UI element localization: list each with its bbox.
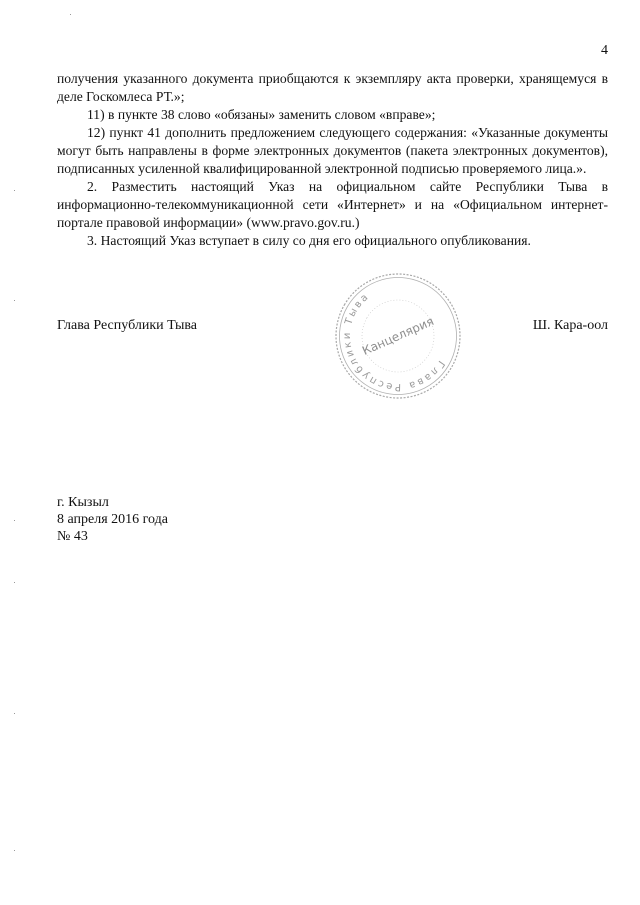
scan-dot	[14, 520, 15, 521]
signatory-position: Глава Республики Тыва	[57, 318, 198, 333]
paragraph-continuation: получения указанного документа приобщаются к экземпляру акта проверки, хранящемуся в деле Госкомлеса РТ.»;	[57, 71, 608, 104]
scan-dot	[14, 190, 15, 191]
paragraph-item-11: 11) в пункте 38 слово «обязаны» заменить словом «вправе»;	[87, 107, 436, 122]
stamp-ring-text: Глава Республики Тыва	[341, 290, 447, 393]
stamp-center-text: Канцелярия	[360, 313, 436, 359]
page-number: 4	[601, 43, 608, 58]
document-footer	[57, 494, 168, 545]
scan-dot	[70, 14, 71, 15]
scan-dot	[14, 850, 15, 851]
document-body	[57, 70, 608, 250]
scan-dot	[14, 582, 15, 583]
date-of-issue: 8 апреля 2016 года	[57, 512, 168, 527]
paragraph-point-3: 3. Настоящий Указ вступает в силу со дня его официального опубликования.	[87, 233, 531, 248]
official-stamp	[332, 270, 464, 402]
scan-dot	[14, 300, 15, 301]
place-of-issue: г. Кызыл	[57, 495, 109, 510]
paragraph-point-2: 2. Разместить настоящий Указ на официальном сайте Республики Тыва в информационно-телекоммуникационной сети «Интернет» и на «Официальном интернет-портале правовой информации» (www.pravo.gov.ru.)	[57, 179, 608, 230]
scan-dot	[14, 713, 15, 714]
paragraph-item-12: 12) пункт 41 дополнить предложением следующего содержания: «Указанные документы могут быть направлены в форме электронных документов (пакета электронных документов), подписанных усиленной квалифицированной электронной подписью проверяемого лица.».	[57, 125, 608, 176]
decree-number: № 43	[57, 529, 88, 544]
signatory-name: Ш. Кара-оол	[532, 318, 608, 333]
